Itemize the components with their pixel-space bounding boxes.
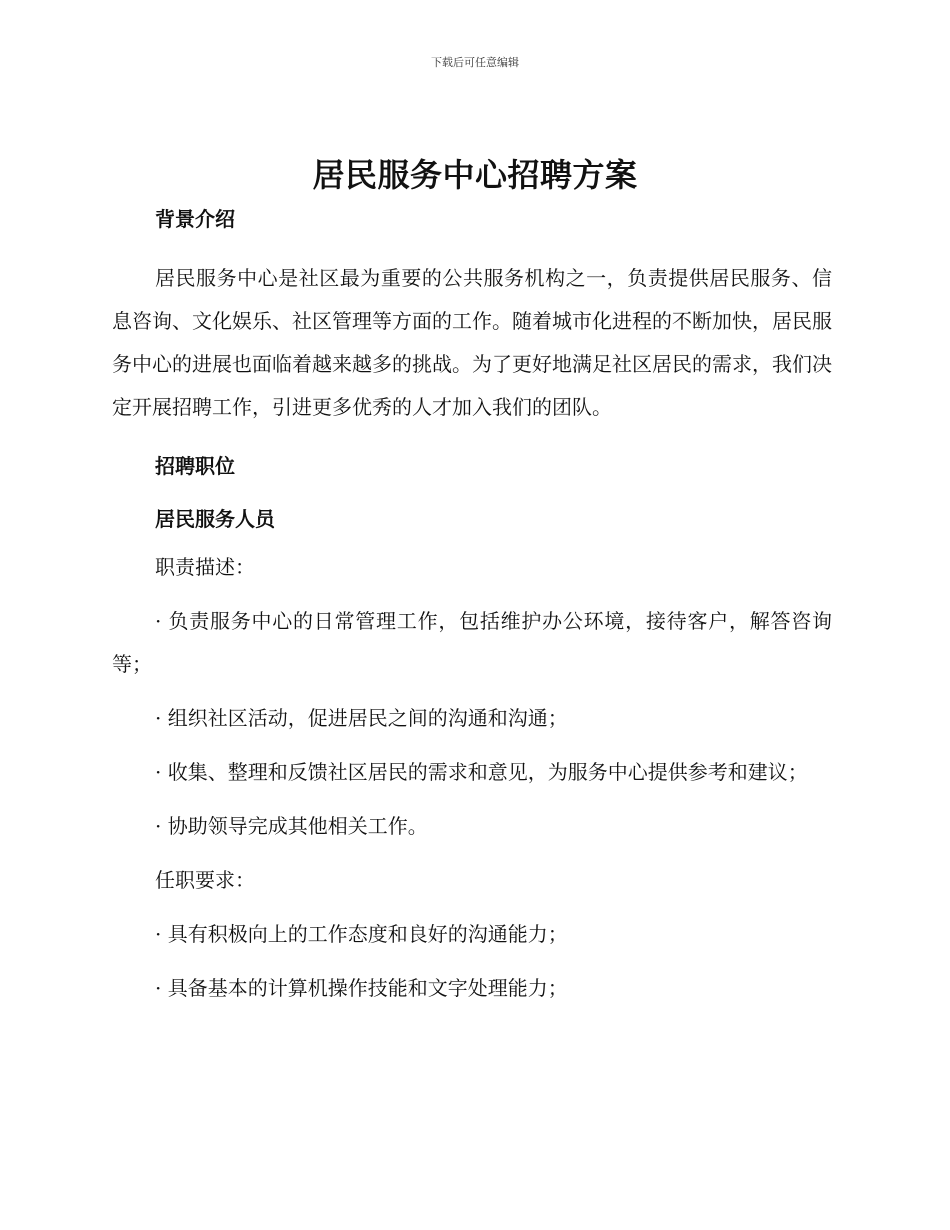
requirements-label: 任职要求：	[155, 868, 255, 892]
duty-item: · 负责服务中心的日常管理工作，包括维护办公环境，接待客户，解答咨询等；	[112, 609, 832, 676]
requirement-item: · 具有积极向上的工作态度和良好的沟通能力；	[155, 922, 568, 946]
document-body	[112, 203, 832, 1010]
requirement-item: · 具备基本的计算机操作技能和文字处理能力；	[155, 976, 568, 1000]
duties-label: 职责描述：	[155, 555, 255, 579]
header-note: 下载后可任意编辑	[431, 56, 519, 69]
duty-item: · 组织社区活动，促进居民之间的沟通和沟通；	[155, 706, 568, 730]
role-heading: 居民服务人员	[155, 507, 275, 531]
section-heading-positions: 招聘职位	[155, 454, 235, 478]
duty-item: · 协助领导完成其他相关工作。	[155, 814, 428, 838]
section-heading-background: 背景介绍	[155, 207, 235, 231]
document-title: 居民服务中心招聘方案	[312, 156, 638, 194]
background-paragraph: 居民服务中心是社区最为重要的公共服务机构之一，负责提供居民服务、信息咨询、文化娱乐、社区管理等方面的工作。随着城市化进程的不断加快，居民服务中心的进展也面临着越来越多的挑战。为了更好地满足社区居民的需求，我们决定开展招聘工作，引进更多优秀的人才加入我们的团队。	[112, 266, 832, 419]
duty-item: · 收集、整理和反馈社区居民的需求和意见，为服务中心提供参考和建议；	[155, 760, 808, 784]
